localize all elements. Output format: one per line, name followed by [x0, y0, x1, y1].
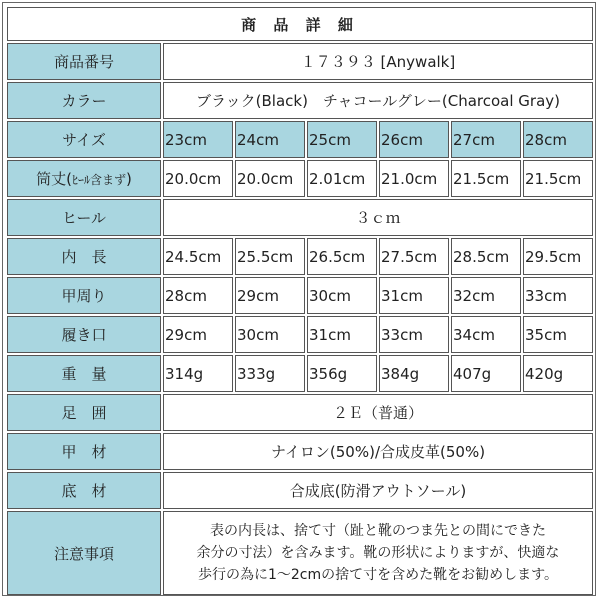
row-opening — [7, 316, 593, 353]
note-line: 余分の寸法）を含みます。靴の形状によりますが、快適な — [196, 545, 560, 561]
weight-cell: 384g — [379, 355, 449, 392]
value-upper: ナイロン(50%)/合成皮革(50%) — [163, 433, 593, 470]
value-product-no: １７３９３ [Anywalk] — [163, 43, 593, 80]
weight-cell: 356g — [307, 355, 377, 392]
weight-cell: 407g — [451, 355, 521, 392]
shaft-cell: 20.0cm — [235, 160, 305, 197]
opening-cell: 31cm — [307, 316, 377, 353]
row-color — [7, 82, 593, 119]
instep-cell: 33cm — [523, 277, 593, 314]
instep-cell: 31cm — [379, 277, 449, 314]
label-upper: 甲 材 — [7, 433, 161, 470]
inner-length-cell: 28.5cm — [451, 238, 521, 275]
inner-length-cell: 24.5cm — [163, 238, 233, 275]
opening-cell: 34cm — [451, 316, 521, 353]
label-heel: ヒール — [7, 199, 161, 236]
row-width — [7, 394, 593, 431]
label-shaft-note: ﾋｰﾙ含まず — [71, 173, 126, 187]
row-size — [7, 121, 593, 158]
row-weight — [7, 355, 593, 392]
inner-length-cell: 29.5cm — [523, 238, 593, 275]
opening-cell: 29cm — [163, 316, 233, 353]
inner-length-cell: 27.5cm — [379, 238, 449, 275]
note-line: 歩行の為に1～2cmの捨て寸を含めた靴をお勧めします。 — [197, 567, 559, 583]
weight-cell: 420g — [523, 355, 593, 392]
row-sole — [7, 472, 593, 509]
opening-cell: 30cm — [235, 316, 305, 353]
shaft-cell: 21.5cm — [523, 160, 593, 197]
size-cell: 26cm — [379, 121, 449, 158]
label-size: サイズ — [7, 121, 161, 158]
label-notes: 注意事項 — [7, 511, 161, 595]
value-color: ブラック(Black) チャコールグレー(Charcoal Gray) — [163, 82, 593, 119]
row-instep — [7, 277, 593, 314]
row-notes — [7, 511, 593, 595]
weight-cell: 314g — [163, 355, 233, 392]
label-sole: 底 材 — [7, 472, 161, 509]
shaft-cell: 21.5cm — [451, 160, 521, 197]
label-color: カラー — [7, 82, 161, 119]
value-width: ２Ｅ（普通） — [163, 394, 593, 431]
shaft-cell: 21.0cm — [379, 160, 449, 197]
label-opening: 履き口 — [7, 316, 161, 353]
label-product-no: 商品番号 — [7, 43, 161, 80]
value-heel: ３ｃｍ — [163, 199, 593, 236]
row-inner-length — [7, 238, 593, 275]
table-title: 商 品 詳 細 — [7, 7, 593, 41]
value-notes — [163, 511, 593, 595]
weight-cell: 333g — [235, 355, 305, 392]
product-detail-table — [5, 5, 595, 597]
inner-length-cell: 25.5cm — [235, 238, 305, 275]
row-heel — [7, 199, 593, 236]
label-instep: 甲周り — [7, 277, 161, 314]
opening-cell: 33cm — [379, 316, 449, 353]
row-shaft — [7, 160, 593, 197]
instep-cell: 28cm — [163, 277, 233, 314]
label-width: 足 囲 — [7, 394, 161, 431]
value-sole: 合成底(防滑アウトソール) — [163, 472, 593, 509]
size-cell: 25cm — [307, 121, 377, 158]
note-line: 表の内長は、捨て寸（趾と靴のつま先との間にできた — [210, 523, 546, 539]
label-shaft-end: ) — [126, 170, 132, 188]
shaft-cell: 2.01cm — [307, 160, 377, 197]
instep-cell: 32cm — [451, 277, 521, 314]
shaft-cell: 20.0cm — [163, 160, 233, 197]
size-cell: 27cm — [451, 121, 521, 158]
label-shaft-main: 筒丈( — [36, 170, 72, 188]
label-inner-length: 内 長 — [7, 238, 161, 275]
size-cell: 24cm — [235, 121, 305, 158]
row-upper — [7, 433, 593, 470]
size-cell: 23cm — [163, 121, 233, 158]
instep-cell: 30cm — [307, 277, 377, 314]
size-cell: 28cm — [523, 121, 593, 158]
label-weight: 重 量 — [7, 355, 161, 392]
label-shaft — [7, 160, 161, 197]
row-product-no — [7, 43, 593, 80]
inner-length-cell: 26.5cm — [307, 238, 377, 275]
instep-cell: 29cm — [235, 277, 305, 314]
opening-cell: 35cm — [523, 316, 593, 353]
